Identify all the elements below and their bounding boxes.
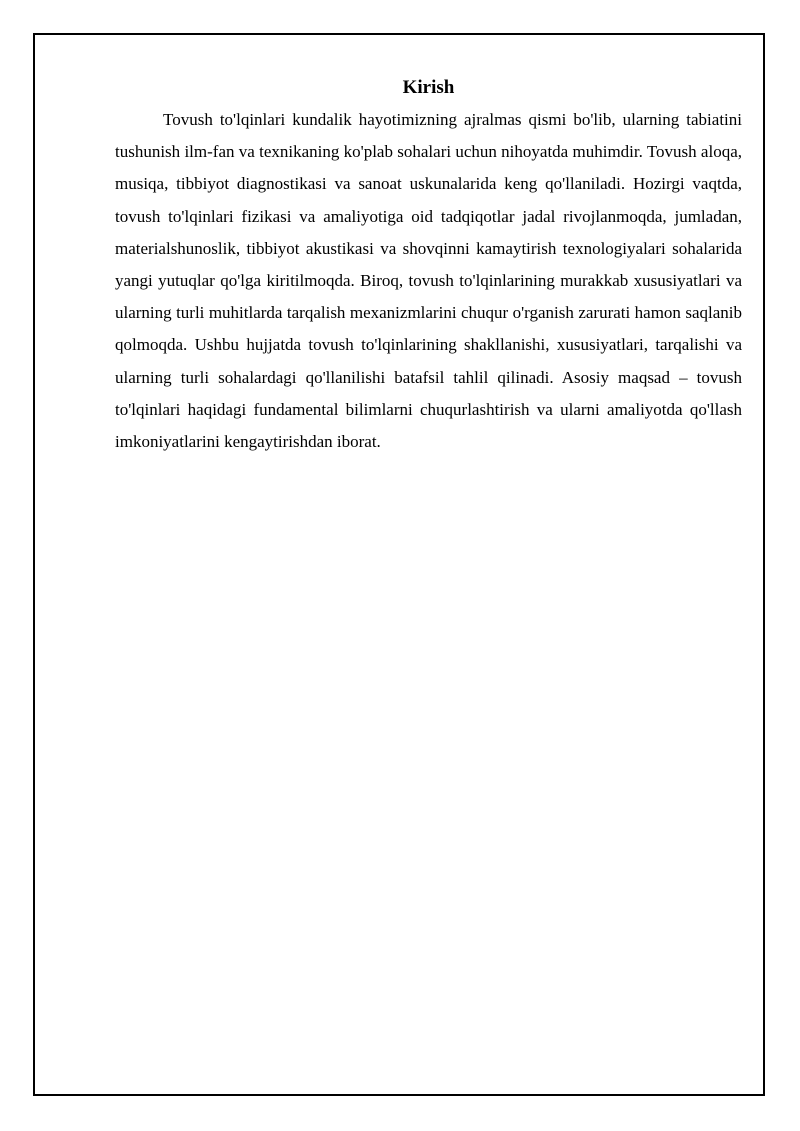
document-title: Kirish xyxy=(402,77,455,98)
document-body xyxy=(115,76,742,458)
intro-paragraph: Tovush to'lqinlari kundalik hayotimizning ajralmas qismi bo'lib, ularning tabiatini tushunish ilm-fan va texnikaning ko'plab sohalari uchun nihoyatda muhimdir. Tovush aloqa, musiqa, tibbiyot diagnostikasi va sanoat uskunalarida keng qo'llaniladi. Hozirgi vaqtda, tovush to'lqinlari fizikasi va amaliyotiga oid tadqiqotlar jadal rivojlanmoqda, jumladan, materialshunoslik, tibbiyot akustikasi va shovqinni kamaytirish texnologiyalari sohalarida yangi yutuqlar qo'lga kiritilmoqda. Biroq, tovush to'lqinlarining murakkab xususiyatlari va ularning turli muhitlarda tarqalish mexanizmlarini chuqur o'rganish zarurati hamon saqlanib qolmoqda. Ushbu hujjatda tovush to'lqinlarining shakllanishi, xususiyatlari, tarqalishi va ularning turli sohalardagi qo'llanilishi batafsil tahlil qilinadi. Asosiy maqsad – tovush to'lqinlari haqidagi fundamental bilimlarni chuqurlashtirish va ularni amaliyotda qo'llash imkoniyatlarini kengaytirishdan iborat. xyxy=(115,110,742,452)
